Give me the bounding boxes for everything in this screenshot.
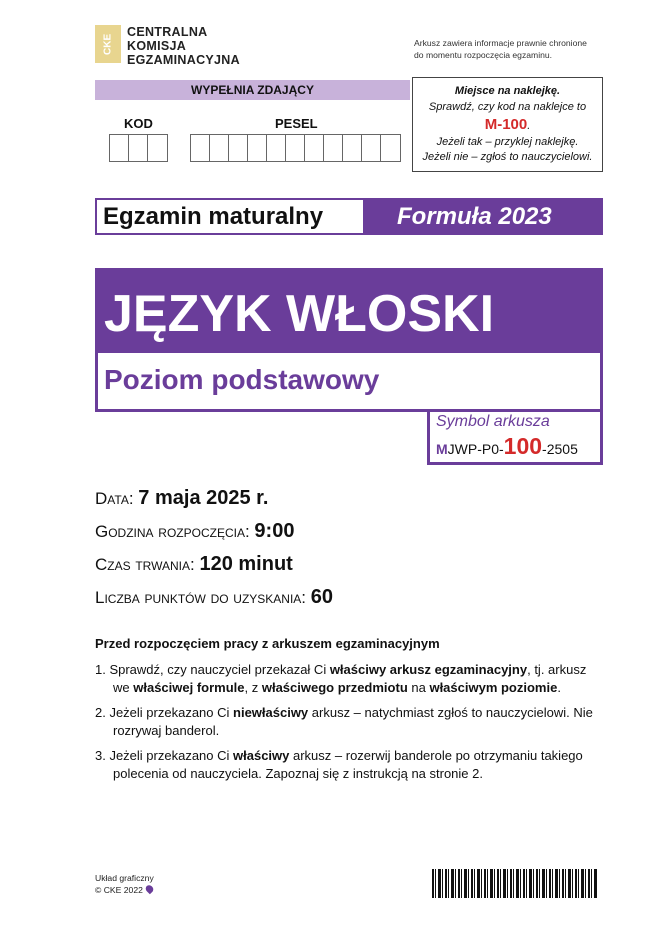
- symbol-suffix: -2505: [542, 441, 578, 457]
- instruction-item: [95, 661, 600, 697]
- drop-icon: [144, 884, 155, 895]
- b: właściwym poziomie: [429, 680, 558, 695]
- cke-logo-text: [127, 25, 240, 67]
- t: na: [407, 680, 430, 695]
- pesel-input[interactable]: [190, 134, 401, 162]
- exam-title: Egzamin maturalny: [103, 203, 324, 230]
- sticker-code: M-100: [484, 116, 528, 133]
- footer-line: © CKE 2022: [95, 885, 143, 895]
- instruction-item: [95, 704, 600, 740]
- footer-line: Układ graficzny: [95, 873, 154, 883]
- sticker-text: Jeżeli nie – zgłoś to nauczycielowi.: [422, 151, 593, 163]
- info-value: 60: [310, 586, 334, 608]
- info-value: 9:00: [254, 520, 295, 542]
- info-points: [95, 586, 333, 609]
- notice-line: do momentu rozpoczęcia egzaminu.: [414, 50, 553, 60]
- subject-level: Poziom podstawowy: [104, 364, 380, 395]
- barcode: [432, 869, 598, 898]
- sticker-dot: .: [527, 120, 531, 132]
- info-duration: [95, 553, 293, 576]
- info-value: 7 maja 2025 r.: [138, 487, 269, 509]
- fill-header: WYPEŁNIA ZDAJĄCY: [95, 80, 410, 100]
- info-label: Data:: [95, 489, 134, 508]
- t: , z: [244, 680, 262, 695]
- symbol-prefix: JWP-P0-: [447, 441, 504, 457]
- t: arkusz – natychmiast zgłoś to nauczycielowi. Nie rozrywaj banderol.: [113, 705, 593, 738]
- instructions-list: [95, 661, 600, 790]
- info-label: Czas trwania:: [95, 555, 195, 574]
- logo-line: EGZAMINACYJNA: [127, 53, 240, 67]
- t: 2. Jeżeli przekazano Ci: [95, 705, 234, 720]
- sticker-text: Jeżeli tak – przyklej naklejkę.: [436, 135, 579, 148]
- b: właściwy arkusz egzaminacyjny: [329, 662, 528, 677]
- symbol-number: 100: [503, 433, 543, 459]
- footer-credit: [95, 872, 154, 896]
- sticker-text: Sprawdź, czy kod na naklejce to: [428, 100, 587, 113]
- logo-mark-text: CKE: [102, 33, 114, 55]
- subject-title: JĘZYK WŁOSKI: [98, 271, 600, 353]
- b: właściwej formule: [133, 680, 245, 695]
- t: 3. Jeżeli przekazano Ci: [95, 748, 234, 763]
- info-label: Godzina rozpoczęcia:: [95, 522, 250, 541]
- instructions-heading: Przed rozpoczęciem pracy z arkuszem egzaminacyjnym: [95, 636, 440, 651]
- logo-line: CENTRALNA: [127, 25, 208, 39]
- info-start: [95, 520, 294, 543]
- sticker-area: [412, 77, 603, 172]
- info-date: [95, 487, 268, 510]
- sticker-title: Miejsce na naklejkę.: [454, 85, 561, 97]
- t: , tj. arkusz we: [113, 662, 587, 695]
- t: .: [557, 680, 561, 695]
- b: właściwy: [233, 748, 290, 763]
- kod-label: KOD: [124, 116, 153, 131]
- symbol-label: Symbol arkusza: [436, 413, 550, 430]
- notice-line: Arkusz zawiera informacje prawnie chronione: [414, 38, 587, 48]
- kod-input[interactable]: [109, 134, 168, 162]
- t: arkusz – rozerwij banderole po otrzymaniu takiego polecenia od nauczyciela. Zapoznaj się z instrukcją na stronie 2.: [113, 748, 583, 781]
- b: właściwego przedmiotu: [261, 680, 408, 695]
- pesel-label: PESEL: [275, 116, 318, 131]
- legal-notice: [414, 37, 587, 61]
- logo-line: KOMISJA: [127, 39, 187, 53]
- subject-box: [95, 268, 603, 412]
- cke-logo-mark: [95, 25, 121, 63]
- b: niewłaściwy: [233, 705, 309, 720]
- symbol-m: M: [436, 441, 448, 457]
- symbol-box: [427, 409, 603, 465]
- instruction-item: [95, 747, 600, 783]
- exam-bar: [95, 198, 603, 235]
- t: 1. Sprawdź, czy nauczyciel przekazał Ci: [95, 662, 330, 677]
- exam-formula: Formuła 2023: [363, 200, 601, 233]
- info-label: Liczba punktów do uzyskania:: [95, 588, 307, 607]
- info-value: 120 minut: [199, 553, 293, 575]
